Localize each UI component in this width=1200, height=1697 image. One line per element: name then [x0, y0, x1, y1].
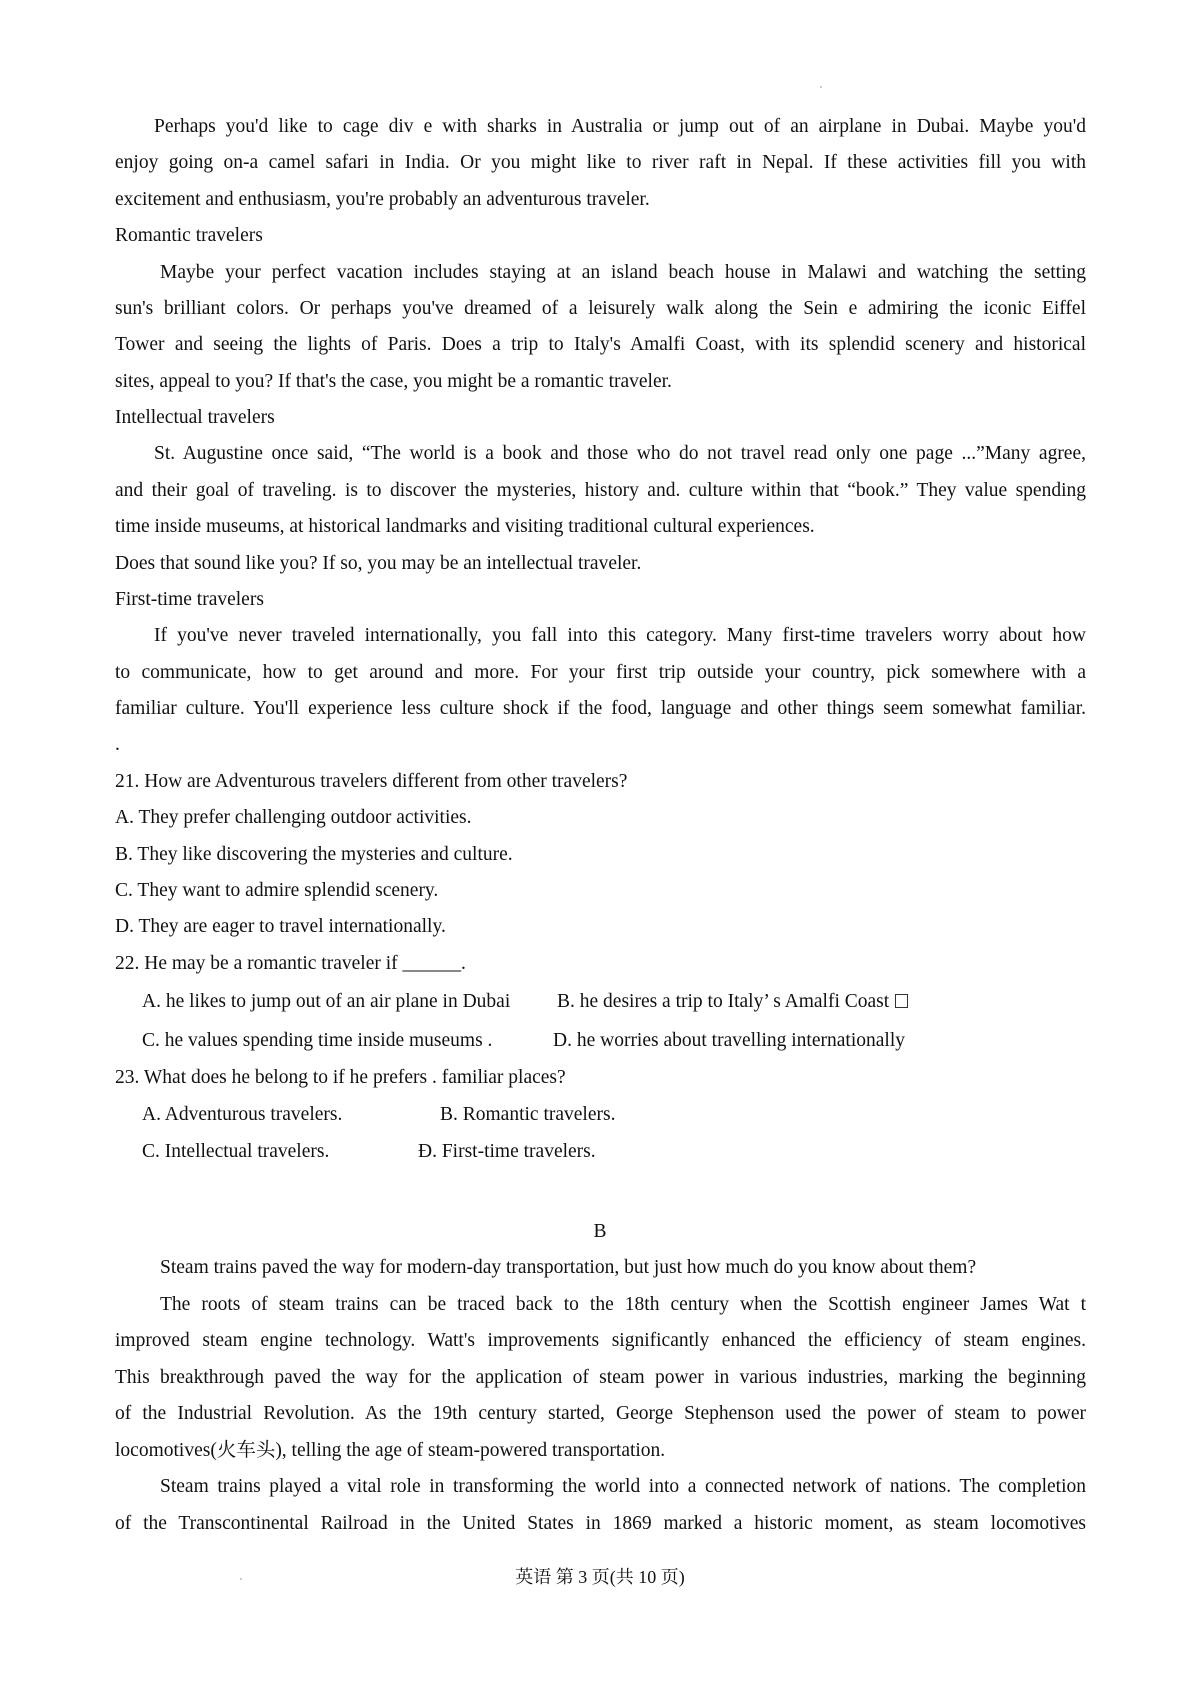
- question-23-option-b: B. Romantic travelers.: [440, 1104, 616, 1125]
- question-21-option-a: A. They prefer challenging outdoor activities.: [115, 807, 472, 828]
- question-22-option-c: C. he values spending time inside museums .: [142, 1030, 493, 1051]
- paragraph-line: sun's brilliant colors. Or perhaps you've dreamed of a leisurely walk along the Sein e admiring the iconic Eiffel: [115, 298, 1086, 319]
- question-23-option-a: A. Adventurous travelers.: [142, 1104, 343, 1125]
- question-23-option-c: C. Intellectual travelers.: [142, 1141, 330, 1162]
- paragraph-line: .: [115, 734, 120, 755]
- page-footer: 英语 第 3 页(共 10 页): [515, 1567, 685, 1587]
- question-21-option-c: C. They want to admire splendid scenery.: [115, 880, 439, 901]
- section-heading-intellectual: Intellectual travelers: [115, 407, 275, 428]
- question-21-option-d: D. They are eager to travel internationally.: [115, 916, 446, 937]
- paragraph-line: time inside museums, at historical landmarks and visiting traditional cultural experiences.: [115, 516, 815, 537]
- section-b-intro: Steam trains paved the way for modern-day transportation, but just how much do you know about them?: [160, 1257, 977, 1278]
- paragraph-line: Does that sound like you? If so, you may be an intellectual traveler.: [115, 553, 642, 574]
- paragraph-line: and their goal of traveling. is to discover the mysteries, history and. culture within that “book.” They value spending: [115, 480, 1086, 501]
- scan-speck: [820, 86, 822, 88]
- paragraph-line: familiar culture. You'll experience less culture shock if the food, language and other things seem somewhat familiar.: [115, 698, 1086, 719]
- paragraph-line: sites, appeal to you? If that's the case, you might be a romantic traveler.: [115, 371, 672, 392]
- paragraph-line: enjoy going on-a camel safari in India. Or you might like to river raft in Nepal. If these activities fill you with: [115, 152, 1086, 173]
- question-23-option-d: Đ. First-time travelers.: [418, 1141, 596, 1162]
- paragraph-line: Steam trains played a vital role in transforming the world into a connected network of nations. The completion: [160, 1476, 1086, 1497]
- question-21-stem: 21. How are Adventurous travelers different from other travelers?: [115, 771, 628, 792]
- paragraph-line: The roots of steam trains can be traced back to the 18th century when the Scottish engineer James Wat t: [160, 1294, 1086, 1315]
- question-21-option-b: B. They like discovering the mysteries and culture.: [115, 844, 513, 865]
- section-heading-romantic: Romantic travelers: [115, 225, 263, 246]
- scan-speck: [240, 1578, 242, 1580]
- question-22-option-b-wrap: [557, 990, 908, 1014]
- paragraph-line: Tower and seeing the lights of Paris. Does a trip to Italy's Amalfi Coast, with its splendid scenery and historical: [115, 334, 1086, 355]
- paragraph-line: of the Industrial Revolution. As the 19th century started, George Stephenson used the power of steam to power: [115, 1403, 1086, 1424]
- question-23-stem: 23. What does he belong to if he prefers . familiar places?: [115, 1067, 566, 1088]
- paragraph-line: Perhaps you'd like to cage div e with sharks in Australia or jump out of an airplane in Dubai. Maybe you'd: [154, 116, 1086, 137]
- question-22-option-b: B. he desires a trip to Italy’ s Amalfi Coast: [557, 991, 890, 1012]
- paragraph-line: Maybe your perfect vacation includes staying at an island beach house in Malawi and watching the setting: [160, 262, 1086, 283]
- box-symbol-icon: [895, 994, 908, 1008]
- question-22-stem: 22. He may be a romantic traveler if ______.: [115, 953, 466, 974]
- question-22-option-a: A. he likes to jump out of an air plane in Dubai: [142, 991, 511, 1012]
- section-heading-firsttime: First-time travelers: [115, 589, 264, 610]
- question-22-option-d: D. he worries about travelling internationally: [553, 1030, 905, 1051]
- paragraph-line: This breakthrough paved the way for the application of steam power in various industries, marking the beginning: [115, 1367, 1086, 1388]
- paragraph-line: If you've never traveled internationally, you fall into this category. Many first-time travelers worry about how: [154, 625, 1086, 646]
- paragraph-line: excitement and enthusiasm, you're probably an adventurous traveler.: [115, 189, 650, 210]
- paragraph-line: locomotives(火车头), telling the age of steam-powered transportation.: [115, 1440, 666, 1461]
- paragraph-line: improved steam engine technology. Watt's improvements significantly enhanced the efficiency of steam engines.: [115, 1330, 1086, 1351]
- paragraph-line: to communicate, how to get around and more. For your first trip outside your country, pick somewhere with a: [115, 662, 1086, 683]
- section-b-heading: B: [593, 1221, 607, 1242]
- paragraph-line: of the Transcontinental Railroad in the United States in 1869 marked a historic moment, as steam locomotives: [115, 1513, 1086, 1534]
- paragraph-line: St. Augustine once said, “The world is a book and those who do not travel read only one page ...”Many agree,: [154, 443, 1086, 464]
